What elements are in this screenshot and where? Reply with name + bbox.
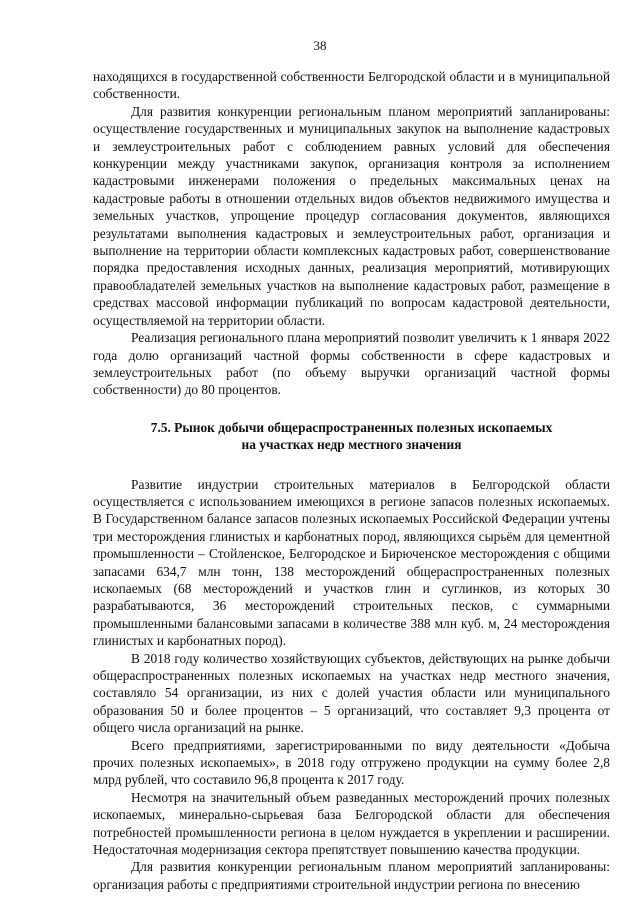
paragraph-planned-measures: Для развития конкуренции региональным планом мероприятий запланированы: организация работы с предприятиями строительной индустрии региона по внесению (93, 859, 610, 892)
paragraph-market-entities: В 2018 году количество хозяйствующих субъектов, действующих на рынке добычи общераспространенных полезных ископаемых на участках недр местного значения, составляло 54 организации, из них с долей участия области или муниципального образования 50 и более процентов – 5 организаций, что составляет 9,3 процента от общего числа организаций на рынке. (93, 650, 610, 736)
paragraph-shipped-products: Всего предприятиями, зарегистрированными по виду деятельности «Добыча прочих полезных ископаемых», в 2018 году отгружено продукции на сумму более 2,8 млрд рублей, что составило 96,8 процента к 2017 году. (93, 737, 610, 788)
page-number: 38 (313, 38, 327, 53)
document-body (93, 68, 610, 893)
paragraph-continuation: находящихся в государственной собственности Белгородской области и в муниципальной собственности. (93, 69, 610, 102)
paragraph-plan-results: Реализация регионального плана мероприятий позволит увеличить к 1 января 2022 года долю организаций частной формы собственности в сфере кадастровых и землеустроительных работ (по объему выручки организаций частной формы собственности) до 80 процентов. (93, 330, 610, 398)
paragraph-competition-measures: Для развития конкуренции региональным планом мероприятий запланированы: осуществление государственных и муниципальных закупок на выполнение кадастровых и землеустроительных работ с соблюдением равных условий для обеспечения конкуренции между участниками закупок, организация контроля за исполнением кадастровыми инженерами положения о предельных максимальных ценах на кадастровые работы в отношении отдельных видов объектов недвижимого имущества и земельных участков, упрощение процедур согласования документов, являющихся результатами выполнения кадастровых и землеустроительных работ, организация и выполнение на территории области комплексных кадастровых работ, совершенствование порядка предоставления исходных данных, реализация мероприятий, мотивирующих правообладателей земельных участков на выполнение кадастровых работ, размещение в средствах массовой информации публикаций по вопросам кадастровой деятельности, осуществляемой на территории области. (93, 103, 610, 328)
paragraph-resource-base: Несмотря на значительный объем разведанных месторождений прочих полезных ископаемых, минерально-сырьевая база Белгородской области для обеспечения потребностей промышленности региона в целом нуждается в укреплении и расширении. Недостаточная модернизация сектора препятствует повышению качества продукции. (93, 789, 610, 858)
section-heading-line-2: на участках недр местного значения (241, 437, 462, 453)
section-heading-line-1: 7.5. Рынок добычи общераспространенных полезных ископаемых (150, 419, 553, 435)
paragraph-industry-development: Развитие индустрии строительных материалов в Белгородской области осуществляется с использованием имеющихся в регионе запасов полезных ископаемых. В Государственном балансе запасов полезных ископаемых Российской Федерации учтены три месторождения глинистых и карбонатных пород, являющихся сырьём для цементной промышленности – Стойленское, Белгородское и Бирюченское месторождения с общими запасами 634,7 млн тонн, 138 месторождений общераспространенных полезных ископаемых (68 месторождений и участков глин и суглинков, из которых 30 разрабатываются, 36 месторождений строительных песков, с суммарными промышленными балансовыми запасами в количестве 388 млн куб. м, 24 месторождения глинистых и карбонатных пород). (93, 476, 610, 649)
section-heading (93, 419, 610, 454)
